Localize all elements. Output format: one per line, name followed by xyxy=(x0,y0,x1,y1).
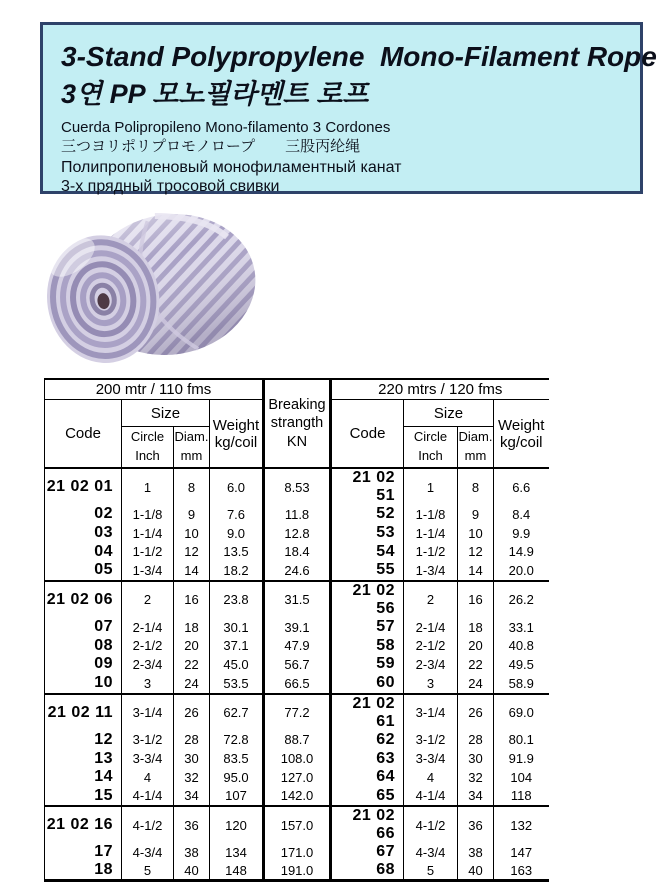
code-cell: 55 xyxy=(331,561,404,581)
value-cell: 157.0 xyxy=(264,806,331,843)
table-row xyxy=(45,749,549,768)
value-cell: 3-3/4 xyxy=(122,749,174,768)
code-cell: 08 xyxy=(45,636,122,655)
value-cell: 4 xyxy=(122,768,174,787)
value-cell: 3 xyxy=(122,674,174,694)
value-cell: 83.5 xyxy=(210,749,264,768)
table-row xyxy=(45,861,549,881)
value-cell: 2 xyxy=(122,581,174,618)
rope-coil-illustration xyxy=(38,206,260,370)
table-row xyxy=(45,505,549,524)
value-cell: 32 xyxy=(174,768,210,787)
value-cell: 34 xyxy=(174,787,210,807)
value-cell: 171.0 xyxy=(264,843,331,861)
value-cell: 2-3/4 xyxy=(404,655,458,674)
value-cell: 20.0 xyxy=(494,561,549,581)
value-cell: 45.0 xyxy=(210,655,264,674)
value-cell: 108.0 xyxy=(264,749,331,768)
value-cell: 40 xyxy=(174,861,210,881)
value-cell: 2-1/4 xyxy=(404,618,458,637)
value-cell: 8 xyxy=(458,468,494,505)
value-cell: 8.4 xyxy=(494,505,549,524)
value-cell: 16 xyxy=(174,581,210,618)
value-cell: 53.5 xyxy=(210,674,264,694)
table-row xyxy=(45,561,549,581)
value-cell: 3-1/4 xyxy=(122,694,174,731)
value-cell: 147 xyxy=(494,843,549,861)
value-cell: 32 xyxy=(458,768,494,787)
value-cell: 88.7 xyxy=(264,731,331,750)
code-cell: 07 xyxy=(45,618,122,637)
value-cell: 24 xyxy=(174,674,210,694)
table-row xyxy=(45,768,549,787)
code-cell: 13 xyxy=(45,749,122,768)
value-cell: 38 xyxy=(458,843,494,861)
value-cell: 30.1 xyxy=(210,618,264,637)
table-row xyxy=(45,524,549,543)
value-cell: 2-1/2 xyxy=(122,636,174,655)
value-cell: 4-1/4 xyxy=(404,787,458,807)
code-cell: 60 xyxy=(331,674,404,694)
right-diam-mm-header: Diam. mm xyxy=(458,427,494,469)
subtitle-russian-2: 3-х прядный тросовой свивки xyxy=(61,178,280,196)
value-cell: 77.2 xyxy=(264,694,331,731)
value-cell: 4-3/4 xyxy=(404,843,458,861)
value-cell: 6.0 xyxy=(210,468,264,505)
value-cell: 26 xyxy=(174,694,210,731)
value-cell: 36 xyxy=(174,806,210,843)
value-cell: 3 xyxy=(404,674,458,694)
value-cell: 132 xyxy=(494,806,549,843)
table-group xyxy=(45,806,549,881)
left-length-header: 200 mtr / 110 fms xyxy=(45,379,264,400)
value-cell: 1-1/2 xyxy=(122,542,174,561)
value-cell: 18 xyxy=(458,618,494,637)
code-cell: 10 xyxy=(45,674,122,694)
value-cell: 18.4 xyxy=(264,542,331,561)
value-cell: 69.0 xyxy=(494,694,549,731)
code-cell: 14 xyxy=(45,768,122,787)
value-cell: 120 xyxy=(210,806,264,843)
subtitle-russian-1: Полипропиленовый монофиламентный канат xyxy=(61,158,402,176)
table-group xyxy=(45,581,549,694)
value-cell: 3-1/4 xyxy=(404,694,458,731)
value-cell: 4-3/4 xyxy=(122,843,174,861)
value-cell: 3-1/2 xyxy=(404,731,458,750)
value-cell: 14.9 xyxy=(494,542,549,561)
table-row xyxy=(45,468,549,505)
value-cell: 163 xyxy=(494,861,549,881)
value-cell: 2 xyxy=(404,581,458,618)
value-cell: 104 xyxy=(494,768,549,787)
value-cell: 26 xyxy=(458,694,494,731)
value-cell: 1-1/4 xyxy=(122,524,174,543)
value-cell: 2-1/4 xyxy=(122,618,174,637)
value-cell: 12 xyxy=(458,542,494,561)
value-cell: 9 xyxy=(458,505,494,524)
value-cell: 1-3/4 xyxy=(404,561,458,581)
code-cell: 54 xyxy=(331,542,404,561)
value-cell: 18.2 xyxy=(210,561,264,581)
value-cell: 91.9 xyxy=(494,749,549,768)
value-cell: 8 xyxy=(174,468,210,505)
value-cell: 49.5 xyxy=(494,655,549,674)
code-cell: 09 xyxy=(45,655,122,674)
code-cell: 17 xyxy=(45,843,122,861)
code-cell: 05 xyxy=(45,561,122,581)
value-cell: 62.7 xyxy=(210,694,264,731)
code-cell: 18 xyxy=(45,861,122,881)
left-diam-mm-header: Diam. mm xyxy=(174,427,210,469)
code-cell: 53 xyxy=(331,524,404,543)
value-cell: 20 xyxy=(458,636,494,655)
table-row xyxy=(45,694,549,731)
value-cell: 127.0 xyxy=(264,768,331,787)
value-cell: 30 xyxy=(174,749,210,768)
left-code-header: Code xyxy=(45,400,122,469)
value-cell: 37.1 xyxy=(210,636,264,655)
value-cell: 23.8 xyxy=(210,581,264,618)
value-cell: 26.2 xyxy=(494,581,549,618)
value-cell: 1 xyxy=(122,468,174,505)
code-cell: 03 xyxy=(45,524,122,543)
table-header xyxy=(45,379,549,468)
value-cell: 40.8 xyxy=(494,636,549,655)
table-group xyxy=(45,468,549,581)
value-cell: 13.5 xyxy=(210,542,264,561)
value-cell: 38 xyxy=(174,843,210,861)
value-cell: 2-1/2 xyxy=(404,636,458,655)
right-length-header: 220 mtrs / 120 fms xyxy=(331,379,549,400)
value-cell: 107 xyxy=(210,787,264,807)
value-cell: 1-1/8 xyxy=(122,505,174,524)
code-cell: 63 xyxy=(331,749,404,768)
code-cell: 02 xyxy=(45,505,122,524)
code-cell: 21 02 66 xyxy=(331,806,404,843)
value-cell: 4-1/2 xyxy=(404,806,458,843)
value-cell: 24.6 xyxy=(264,561,331,581)
code-cell: 21 02 01 xyxy=(45,468,122,505)
value-cell: 9 xyxy=(174,505,210,524)
value-cell: 6.6 xyxy=(494,468,549,505)
value-cell: 1-3/4 xyxy=(122,561,174,581)
table-row xyxy=(45,787,549,807)
code-cell: 62 xyxy=(331,731,404,750)
table-row xyxy=(45,674,549,694)
code-cell: 21 02 56 xyxy=(331,581,404,618)
code-cell: 64 xyxy=(331,768,404,787)
table-row xyxy=(45,655,549,674)
value-cell: 1-1/4 xyxy=(404,524,458,543)
right-code-header: Code xyxy=(331,400,404,469)
product-title-banner xyxy=(40,22,657,196)
value-cell: 191.0 xyxy=(264,861,331,881)
rope-coil-photo xyxy=(38,206,260,370)
value-cell: 2-3/4 xyxy=(122,655,174,674)
title-english: 3-Stand Polypropylene Mono-Filament Rope xyxy=(61,41,657,72)
value-cell: 4-1/2 xyxy=(122,806,174,843)
value-cell: 66.5 xyxy=(264,674,331,694)
code-cell: 67 xyxy=(331,843,404,861)
value-cell: 10 xyxy=(458,524,494,543)
value-cell: 30 xyxy=(458,749,494,768)
table-row xyxy=(45,806,549,843)
value-cell: 148 xyxy=(210,861,264,881)
left-size-header: Size xyxy=(122,400,210,427)
value-cell: 9.0 xyxy=(210,524,264,543)
subtitle-spanish: Cuerda Polipropileno Mono-filamento 3 Cordones xyxy=(61,119,391,137)
code-cell: 65 xyxy=(331,787,404,807)
value-cell: 22 xyxy=(174,655,210,674)
code-cell: 21 02 11 xyxy=(45,694,122,731)
breaking-strength-header: Breaking strangth KN xyxy=(264,379,331,468)
table-row xyxy=(45,618,549,637)
code-cell: 21 02 51 xyxy=(331,468,404,505)
value-cell: 134 xyxy=(210,843,264,861)
code-cell: 04 xyxy=(45,542,122,561)
value-cell: 4 xyxy=(404,768,458,787)
value-cell: 56.7 xyxy=(264,655,331,674)
value-cell: 5 xyxy=(404,861,458,881)
code-cell: 21 02 16 xyxy=(45,806,122,843)
code-cell: 68 xyxy=(331,861,404,881)
value-cell: 28 xyxy=(458,731,494,750)
table-row xyxy=(45,542,549,561)
value-cell: 14 xyxy=(458,561,494,581)
code-cell: 21 02 61 xyxy=(331,694,404,731)
table-row xyxy=(45,843,549,861)
code-cell: 58 xyxy=(331,636,404,655)
value-cell: 40 xyxy=(458,861,494,881)
value-cell: 33.1 xyxy=(494,618,549,637)
value-cell: 95.0 xyxy=(210,768,264,787)
code-cell: 59 xyxy=(331,655,404,674)
value-cell: 47.9 xyxy=(264,636,331,655)
title-korean: 3연 PP 모노필라멘트 로프 xyxy=(61,79,369,110)
value-cell: 11.8 xyxy=(264,505,331,524)
value-cell: 12.8 xyxy=(264,524,331,543)
table-group xyxy=(45,694,549,807)
value-cell: 16 xyxy=(458,581,494,618)
subtitle-japanese-chinese: 三つヨリポリプロモノロープ 三股丙纶绳 xyxy=(61,138,361,156)
code-cell: 52 xyxy=(331,505,404,524)
value-cell: 1-1/8 xyxy=(404,505,458,524)
value-cell: 18 xyxy=(174,618,210,637)
specification-table xyxy=(44,378,549,882)
value-cell: 9.9 xyxy=(494,524,549,543)
right-circle-inch-header: Circle Inch xyxy=(404,427,458,469)
value-cell: 12 xyxy=(174,542,210,561)
code-cell: 57 xyxy=(331,618,404,637)
code-cell: 12 xyxy=(45,731,122,750)
value-cell: 58.9 xyxy=(494,674,549,694)
value-cell: 8.53 xyxy=(264,468,331,505)
value-cell: 24 xyxy=(458,674,494,694)
value-cell: 5 xyxy=(122,861,174,881)
value-cell: 28 xyxy=(174,731,210,750)
left-circle-inch-header: Circle Inch xyxy=(122,427,174,469)
value-cell: 1-1/2 xyxy=(404,542,458,561)
value-cell: 1 xyxy=(404,468,458,505)
value-cell: 34 xyxy=(458,787,494,807)
value-cell: 80.1 xyxy=(494,731,549,750)
value-cell: 22 xyxy=(458,655,494,674)
value-cell: 142.0 xyxy=(264,787,331,807)
value-cell: 118 xyxy=(494,787,549,807)
value-cell: 7.6 xyxy=(210,505,264,524)
code-cell: 15 xyxy=(45,787,122,807)
value-cell: 4-1/4 xyxy=(122,787,174,807)
table-row xyxy=(45,636,549,655)
left-weight-header: Weight kg/coil xyxy=(210,400,264,469)
value-cell: 36 xyxy=(458,806,494,843)
value-cell: 14 xyxy=(174,561,210,581)
right-size-header: Size xyxy=(404,400,494,427)
value-cell: 3-3/4 xyxy=(404,749,458,768)
value-cell: 39.1 xyxy=(264,618,331,637)
value-cell: 10 xyxy=(174,524,210,543)
rope-spec-table xyxy=(44,378,549,882)
right-weight-header: Weight kg/coil xyxy=(494,400,549,469)
table-row xyxy=(45,731,549,750)
table-row xyxy=(45,581,549,618)
value-cell: 20 xyxy=(174,636,210,655)
code-cell: 21 02 06 xyxy=(45,581,122,618)
value-cell: 72.8 xyxy=(210,731,264,750)
value-cell: 3-1/2 xyxy=(122,731,174,750)
value-cell: 31.5 xyxy=(264,581,331,618)
